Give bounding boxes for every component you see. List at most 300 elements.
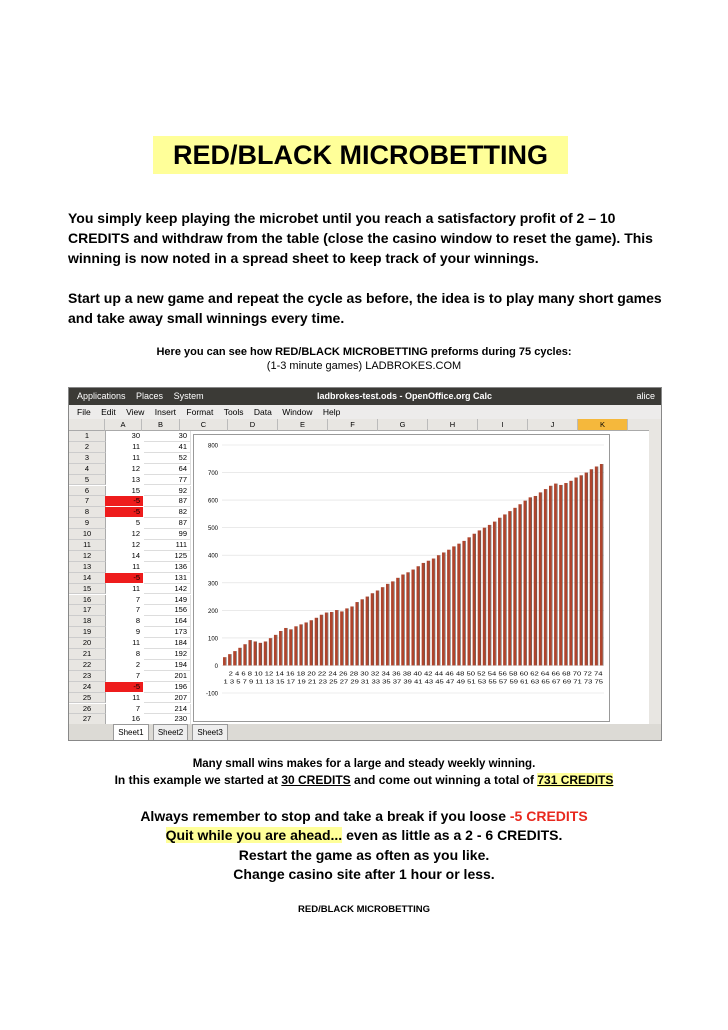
bar-shadow <box>598 466 599 665</box>
cell-b[interactable]: 164 <box>144 616 191 627</box>
summary-line: Many small wins makes for a large and steady weekly winning. <box>192 758 536 770</box>
cell-b[interactable]: 82 <box>144 507 191 518</box>
bar <box>284 628 287 665</box>
advice-quit <box>0 826 728 844</box>
bar <box>335 610 338 665</box>
bar-shadow <box>577 478 578 666</box>
cell-a[interactable]: 15 <box>131 485 140 495</box>
bar-shadow <box>440 555 441 665</box>
bar <box>513 508 516 666</box>
bar-shadow <box>557 484 558 666</box>
cell-a[interactable]: 11 <box>132 441 140 451</box>
cell-b[interactable]: 99 <box>144 529 191 540</box>
bar-shadow <box>297 626 298 665</box>
bar-shadow <box>516 508 517 666</box>
bar <box>569 481 572 666</box>
y-tick-label: 500 <box>207 526 218 533</box>
bar-shadow <box>323 615 324 666</box>
bar-shadow <box>307 622 308 665</box>
bar-shadow <box>287 628 288 665</box>
chart-area <box>193 434 610 722</box>
bar-shadow <box>404 575 405 666</box>
column-header-h[interactable]: H <box>428 419 478 431</box>
bar <box>493 522 496 666</box>
bar-shadow <box>226 657 227 665</box>
cell-b[interactable]: 64 <box>144 464 191 475</box>
bar-shadow <box>531 497 532 665</box>
bar <box>518 504 521 665</box>
bar <box>442 552 445 665</box>
row-header[interactable]: 6 <box>69 486 106 497</box>
y-tick-label: 800 <box>207 443 218 450</box>
bar <box>498 518 501 666</box>
bar-shadow <box>292 629 293 665</box>
bar-shadow <box>567 483 568 665</box>
bar-shadow <box>491 525 492 666</box>
user-name[interactable]: alice <box>636 391 655 401</box>
bar <box>503 514 506 665</box>
bar-shadow <box>450 550 451 666</box>
row-header[interactable]: 9 <box>69 518 106 529</box>
bar-shadow <box>343 611 344 665</box>
bar <box>381 587 384 665</box>
bar <box>248 640 251 665</box>
cell-b[interactable]: 201 <box>144 671 191 682</box>
bar <box>411 570 414 666</box>
bar-shadow <box>435 559 436 666</box>
quit-highlight: Quit while you are ahead... <box>165 827 343 843</box>
x-tick-labels-even: 2 4 6 8 10 12 14 16 18 20 22 24 26 28 30 32 34 36 38 40 42 44 46 48 50 52 54 56 58 60 62 64 66 68 70 72 74 <box>228 671 603 678</box>
cell-b[interactable]: 87 <box>144 496 191 507</box>
bar-shadow <box>537 496 538 665</box>
y-tick-label: 100 <box>207 636 218 643</box>
column-header-e[interactable]: E <box>278 419 328 431</box>
cell-b[interactable]: 207 <box>144 693 191 704</box>
bar-shadow <box>526 501 527 666</box>
cell-a[interactable]: 11 <box>132 692 140 702</box>
bar <box>600 464 603 665</box>
row-header[interactable]: 21 <box>69 649 106 660</box>
row-header[interactable]: 1 <box>69 431 106 442</box>
bar <box>269 638 272 665</box>
total-credits: 731 CREDITS <box>537 773 614 787</box>
column-header-f[interactable]: F <box>328 419 378 431</box>
row-header[interactable]: 23 <box>69 671 106 682</box>
column-header-g[interactable]: G <box>378 419 428 431</box>
bar <box>371 593 374 665</box>
bar <box>406 572 409 665</box>
row-header[interactable]: 15 <box>69 584 106 595</box>
bar <box>355 602 358 665</box>
bar <box>437 555 440 665</box>
bar-shadow <box>312 620 313 665</box>
bar <box>340 611 343 665</box>
bar <box>529 497 532 665</box>
bar <box>422 563 425 666</box>
bar <box>223 657 226 665</box>
quit-text: even as little as a 2 - 6 CREDITS. <box>342 827 563 843</box>
column-header-j[interactable]: J <box>528 419 578 431</box>
bar-shadow <box>506 514 507 665</box>
bar <box>396 578 399 666</box>
row-header[interactable]: 26 <box>69 704 106 715</box>
cell-b[interactable]: 111 <box>144 540 191 551</box>
bar-shadow <box>272 638 273 665</box>
bar <box>279 631 282 665</box>
bar <box>544 489 547 665</box>
bar-shadow <box>460 544 461 666</box>
cell-b[interactable]: 173 <box>144 627 191 638</box>
cell-a[interactable]: 8 <box>135 616 140 626</box>
bar <box>524 501 527 666</box>
tab-sheet2[interactable]: Sheet2 <box>153 724 188 741</box>
menu-edit[interactable]: Edit <box>101 407 116 417</box>
chart-caption: Here you can see how RED/BLACK MICROBETTING preforms during 75 cycles: <box>156 346 572 358</box>
column-header-d[interactable]: D <box>228 419 278 431</box>
row-header[interactable]: 19 <box>69 627 106 638</box>
bar <box>391 581 394 665</box>
cell-a[interactable]: 30 <box>131 431 140 440</box>
cell-b[interactable]: 230 <box>144 714 191 725</box>
cell-a[interactable]: -5 <box>105 496 143 506</box>
bar-shadow <box>338 610 339 665</box>
bar-shadow <box>374 593 375 665</box>
bar <box>274 635 277 666</box>
cell-a[interactable]: 11 <box>132 638 140 648</box>
y-tick-label: 700 <box>207 471 218 478</box>
bar-shadow <box>562 485 563 665</box>
bar <box>585 473 588 666</box>
row-header[interactable]: 12 <box>69 551 106 562</box>
bar-shadow <box>593 469 594 665</box>
bar-shadow <box>501 518 502 666</box>
column-header-b[interactable]: B <box>142 419 180 431</box>
bar <box>254 641 257 665</box>
menu-file[interactable]: File <box>77 407 91 417</box>
bar <box>462 541 465 666</box>
bar-shadow <box>542 492 543 665</box>
bar-shadow <box>256 641 257 665</box>
cell-b[interactable]: 192 <box>144 649 191 660</box>
bar-shadow <box>302 624 303 665</box>
bar <box>386 584 389 666</box>
vertical-scrollbar[interactable] <box>649 419 661 724</box>
bar-shadow <box>480 530 481 665</box>
bar <box>483 528 486 666</box>
bar <box>564 483 567 665</box>
bar-shadow <box>384 587 385 665</box>
column-header-k[interactable]: K <box>578 419 628 431</box>
bar-shadow <box>409 572 410 665</box>
bar-shadow <box>261 643 262 666</box>
cell-a[interactable]: 13 <box>131 474 140 484</box>
bar <box>559 485 562 665</box>
bar <box>325 613 328 666</box>
bar-shadow <box>511 511 512 665</box>
bar-shadow <box>486 528 487 666</box>
menu-insert[interactable]: Insert <box>154 407 177 417</box>
tab-sheet1[interactable]: Sheet1 <box>113 724 148 741</box>
bar-shadow <box>547 489 548 665</box>
row-header[interactable]: 7 <box>69 496 106 507</box>
row-header[interactable]: 13 <box>69 562 106 573</box>
cell-a[interactable]: 14 <box>131 550 140 560</box>
bar <box>534 496 537 665</box>
menu-help[interactable]: Help <box>322 407 341 417</box>
bar-shadow <box>465 541 466 666</box>
bar-shadow <box>475 534 476 666</box>
bar <box>457 544 460 666</box>
menu-bar <box>69 405 661 419</box>
bar-shadow <box>470 537 471 665</box>
cell-a[interactable]: -5 <box>105 573 143 583</box>
cell-a[interactable]: 12 <box>131 540 140 549</box>
bar <box>294 626 297 665</box>
summary-text-c: and come out winning a total of <box>350 773 538 787</box>
cell-a[interactable]: 7 <box>135 670 140 680</box>
cell-b[interactable]: 136 <box>144 562 191 573</box>
bar-shadow <box>282 631 283 665</box>
bar <box>310 620 313 665</box>
bar <box>401 575 404 666</box>
bar-shadow <box>424 563 425 666</box>
bar-shadow <box>231 654 232 665</box>
loss-limit: -5 CREDITS <box>509 808 588 824</box>
row-header[interactable]: 27 <box>69 714 106 725</box>
bar-shadow <box>277 635 278 666</box>
cell-a[interactable]: 11 <box>132 561 140 571</box>
bar-chart <box>194 435 609 721</box>
y-tick-label: 400 <box>207 553 218 560</box>
row-header[interactable]: 3 <box>69 453 106 464</box>
cell-a[interactable]: 7 <box>135 605 140 615</box>
column-header-i[interactable]: I <box>478 419 528 431</box>
cell-b[interactable]: 196 <box>144 682 191 693</box>
cell-b[interactable]: 214 <box>144 704 191 715</box>
bar <box>452 546 455 665</box>
places-menu[interactable]: Places <box>136 391 164 401</box>
bar <box>447 550 450 666</box>
bar <box>467 537 470 665</box>
cell-a[interactable]: 11 <box>132 452 140 462</box>
bar <box>361 599 364 665</box>
bar <box>345 608 348 665</box>
row-header[interactable]: 22 <box>69 660 106 671</box>
advice-change-site: Change casino site after 1 hour or less. <box>233 866 495 882</box>
bar <box>549 486 552 666</box>
sheet-tabs <box>69 724 661 740</box>
bar <box>243 644 246 665</box>
cell-a[interactable]: 16 <box>131 714 140 724</box>
bar <box>330 612 333 665</box>
menu-view[interactable]: View <box>126 407 145 417</box>
bar-shadow <box>455 546 456 665</box>
cell-a[interactable]: 2 <box>135 659 140 669</box>
bar-shadow <box>267 641 268 665</box>
cell-a[interactable]: 5 <box>135 518 140 528</box>
bar <box>427 561 430 666</box>
bar <box>595 466 598 665</box>
cell-a[interactable]: 12 <box>131 529 140 539</box>
cell-b[interactable]: 156 <box>144 605 191 616</box>
cell-b[interactable]: 184 <box>144 638 191 649</box>
bar-shadow <box>333 612 334 665</box>
row-header[interactable]: 14 <box>69 573 106 584</box>
bar-shadow <box>246 644 247 665</box>
spreadsheet-screenshot <box>68 387 662 741</box>
row-header[interactable]: 2 <box>69 442 106 453</box>
bar-shadow <box>430 561 431 666</box>
row-header[interactable]: 16 <box>69 595 106 606</box>
cell-b[interactable]: 52 <box>144 453 191 464</box>
advice-stop-text: Always remember to stop and take a break if you loose <box>140 808 510 824</box>
cell-b[interactable]: 125 <box>144 551 191 562</box>
row-header[interactable]: 10 <box>69 529 106 540</box>
bar-shadow <box>389 584 390 666</box>
bar-shadow <box>587 473 588 666</box>
row-header[interactable]: 20 <box>69 638 106 649</box>
menu-window[interactable]: Window <box>282 407 313 417</box>
bar <box>574 478 577 666</box>
cell-a[interactable]: -5 <box>105 507 143 517</box>
bar-shadow <box>241 648 242 666</box>
bar-shadow <box>251 640 252 665</box>
advice-restart: Restart the game as often as you like. <box>238 847 490 863</box>
row-header[interactable]: 8 <box>69 507 106 518</box>
y-tick-label: 600 <box>207 498 218 505</box>
bar <box>233 651 236 665</box>
row-header[interactable]: 4 <box>69 464 106 475</box>
bar-shadow <box>328 613 329 666</box>
cell-a[interactable]: 8 <box>135 649 140 658</box>
chart-subcaption: (1-3 minute games) LADBROKES.COM <box>266 360 462 372</box>
bar-shadow <box>358 602 359 665</box>
cell-b[interactable]: 41 <box>144 442 191 453</box>
row-header[interactable]: 25 <box>69 693 106 704</box>
bar <box>264 641 267 665</box>
bar <box>590 469 593 665</box>
desktop-top-panel <box>69 388 661 405</box>
menu-tools[interactable]: Tools <box>223 407 244 417</box>
corner-cell[interactable] <box>69 419 105 431</box>
footer-title: RED/BLACK MICROBETTING <box>298 904 430 915</box>
bar-shadow <box>552 486 553 666</box>
bar <box>259 643 262 666</box>
bar <box>238 648 241 666</box>
start-credits: 30 CREDITS <box>281 773 351 787</box>
intro-paragraph: You simply keep playing the microbet until you reach a satisfactory profit of 2 – 10 CREDITS and withdraw from the table (close the casino window to reset the game). This winning is now noted in a spread sheet to keep track of your winnings. <box>68 210 653 266</box>
bar <box>376 590 379 665</box>
y-tick-label: -100 <box>205 691 218 698</box>
bar <box>580 475 583 665</box>
bar-shadow <box>419 566 420 665</box>
cell-a[interactable]: 9 <box>135 627 140 637</box>
bar-shadow <box>414 570 415 666</box>
bar-shadow <box>318 618 319 666</box>
cell-b[interactable]: 142 <box>144 584 191 595</box>
y-tick-label: 200 <box>207 608 218 615</box>
cell-b[interactable]: 87 <box>144 518 191 529</box>
bar <box>417 566 420 665</box>
bar <box>350 606 353 665</box>
row-header[interactable]: 5 <box>69 475 106 486</box>
cell-b[interactable]: 77 <box>144 475 191 486</box>
bar-shadow <box>582 475 583 665</box>
bar <box>289 629 292 665</box>
menu-format[interactable]: Format <box>186 407 214 417</box>
cell-b[interactable]: 92 <box>144 486 191 497</box>
applications-menu[interactable]: Applications <box>77 391 126 401</box>
bar-shadow <box>445 552 446 665</box>
column-header-a[interactable]: A <box>105 419 142 431</box>
bar <box>554 484 557 666</box>
page-title: RED/BLACK MICROBETTING <box>153 136 568 174</box>
bar-shadow <box>394 581 395 665</box>
bar-shadow <box>399 578 400 666</box>
tab-sheet3[interactable]: Sheet3 <box>192 724 227 741</box>
cell-a[interactable]: 11 <box>132 583 140 593</box>
row-header[interactable]: 24 <box>69 682 106 693</box>
bar <box>320 615 323 666</box>
bar-shadow <box>572 481 573 666</box>
cell-b[interactable]: 194 <box>144 660 191 671</box>
bar-shadow <box>368 597 369 666</box>
bar <box>366 597 369 666</box>
y-tick-label: 0 <box>214 663 218 670</box>
bar <box>478 530 481 665</box>
cell-b[interactable]: 149 <box>144 595 191 606</box>
row-header[interactable]: 18 <box>69 616 106 627</box>
cell-a[interactable]: 12 <box>131 463 140 473</box>
bar-shadow <box>353 606 354 665</box>
system-menu[interactable]: System <box>173 391 204 401</box>
row-header[interactable]: 17 <box>69 605 106 616</box>
cell-a[interactable]: 7 <box>135 703 140 713</box>
x-tick-labels-odd: 1 3 5 7 9 11 13 15 17 19 21 23 25 27 29 31 33 35 37 39 41 43 45 47 49 51 53 55 57 59 61 63 65 67 69 71 73 75 <box>223 679 604 686</box>
cell-b[interactable]: 131 <box>144 573 191 584</box>
bar-shadow <box>348 608 349 665</box>
summary-text-a: In this example we started at <box>114 773 282 787</box>
y-tick-label: 300 <box>207 581 218 588</box>
bar-shadow <box>363 599 364 665</box>
advice-stop <box>0 807 728 825</box>
summary-result <box>0 772 728 788</box>
bar <box>228 654 231 665</box>
row-header[interactable]: 11 <box>69 540 106 551</box>
bar <box>508 511 511 665</box>
bar <box>539 492 542 665</box>
column-header-c[interactable]: C <box>180 419 228 431</box>
bar <box>315 618 318 666</box>
bar <box>488 525 491 666</box>
bar-shadow <box>236 651 237 665</box>
cell-a[interactable]: -5 <box>105 682 143 692</box>
bar <box>299 624 302 665</box>
bar-shadow <box>379 590 380 665</box>
cycle-paragraph: Start up a new game and repeat the cycle as before, the idea is to play many short games and take away small winnings every time. <box>68 290 662 326</box>
cell-a[interactable]: 7 <box>135 594 140 604</box>
cell-b[interactable]: 30 <box>144 431 191 442</box>
sheet-grid[interactable] <box>69 419 649 724</box>
bar-shadow <box>521 504 522 665</box>
bar <box>432 559 435 666</box>
bar <box>473 534 476 666</box>
bar-shadow <box>603 464 604 665</box>
menu-data[interactable]: Data <box>253 407 272 417</box>
bar <box>305 622 308 665</box>
window-title: ladbrokes-test.ods - OpenOffice.org Calc <box>317 391 493 401</box>
bar-shadow <box>496 522 497 666</box>
